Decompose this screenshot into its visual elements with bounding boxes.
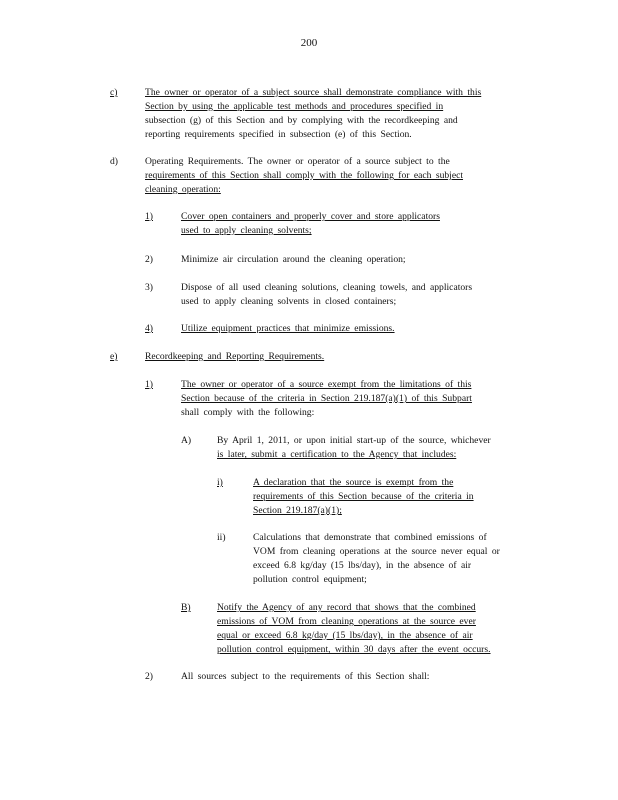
text-line: Minimize air circulation around the cleaning operation; [181,254,406,265]
text-line: emissions of VOM from cleaning operations at the source ever [217,616,476,627]
text-line: All sources subject to the requirements of this Section shall: [181,671,430,682]
text-line: shall comply with the following: [181,407,315,418]
item-e1B-text [217,601,491,657]
item-d3-text [181,281,472,309]
text-line: Cover open containers and properly cover and store applicators [181,211,440,222]
item-d4-text [181,322,395,336]
text-line: pollution control equipment; [253,574,367,585]
text-line: equal or exceed 6.8 kg/day (15 lbs/day), in the absence of air [217,630,473,641]
text-line: Section by using the applicable test methods and procedures specified in [145,101,444,112]
text-line: Dispose of all used cleaning solutions, cleaning towels, and applicators [181,282,473,293]
item-e1A-text [217,434,491,462]
item-d2-text [181,253,406,267]
subsection-c-text [145,86,481,142]
text-line: The owner or operator of a source exempt from the limitations of this [181,379,472,390]
item-e2-text [181,670,429,684]
text-line: cleaning operation: [145,184,221,195]
item-e1-text [181,378,472,420]
text-line: By April 1, 2011, or upon initial start-up of the source, whichever [217,435,491,446]
item-d1-text [181,210,440,238]
text-line: requirements of this Section because of the criteria in [253,491,474,502]
subsection-c-label: c) [110,87,118,98]
item-d4-label: 4) [145,323,153,334]
text-line: requirements of this Section shall comply with the following for each subject [145,170,464,181]
item-e1Ai-text [253,476,474,518]
subsection-d-text [145,155,463,197]
text-line: subsection (g) of this Section and by complying with the recordkeeping and [145,115,458,126]
item-e1Ai-label: i) [217,477,223,488]
item-d3-label: 3) [145,282,153,293]
text-line: Recordkeeping and Reporting Requirements. [145,351,325,362]
text-line: reporting requirements specified in subsection (e) of this Section. [145,129,412,140]
text-line: pollution control equipment, within 30 days after the event occurs. [217,644,491,655]
item-e1Aii-label: ii) [217,532,226,543]
text-line: The owner or operator of a subject source shall demonstrate compliance with this [145,87,482,98]
subsection-e-heading [145,350,324,364]
subsection-d-label: d) [110,156,118,167]
text-line: A declaration that the source is exempt from the [253,477,454,488]
item-e1A-label: A) [181,435,192,446]
text-line: used to apply cleaning solvents; [181,225,312,236]
text-line: Calculations that demonstrate that combined emissions of [253,532,487,543]
text-line: VOM from cleaning operations at the source never equal or [253,546,500,557]
page-number: 200 [300,37,318,49]
text-line: exceed 6.8 kg/day (15 lbs/day), in the absence of air [253,560,472,571]
item-e1Aii-text [253,531,500,587]
subsection-e-label: e) [110,351,118,362]
item-d2-label: 2) [145,254,153,265]
text-line: used to apply cleaning solvents in closed containers; [181,296,397,307]
item-e2-label: 2) [145,671,153,682]
text-line: Notify the Agency of any record that shows that the combined [217,602,476,613]
item-d1-label: 1) [145,211,153,222]
item-e1-label: 1) [145,379,153,390]
text-line: Operating Requirements. The owner or operator of a source subject to the [145,156,450,167]
text-line: Utilize equipment practices that minimize emissions. [181,323,395,334]
text-line: Section 219.187(a)(1); [253,505,342,516]
text-line: Section because of the criteria in Section 219.187(a)(1) of this Subpart [181,393,472,404]
item-e1B-label: B) [181,602,191,613]
text-line: is later, submit a certification to the Agency that includes: [217,449,457,460]
